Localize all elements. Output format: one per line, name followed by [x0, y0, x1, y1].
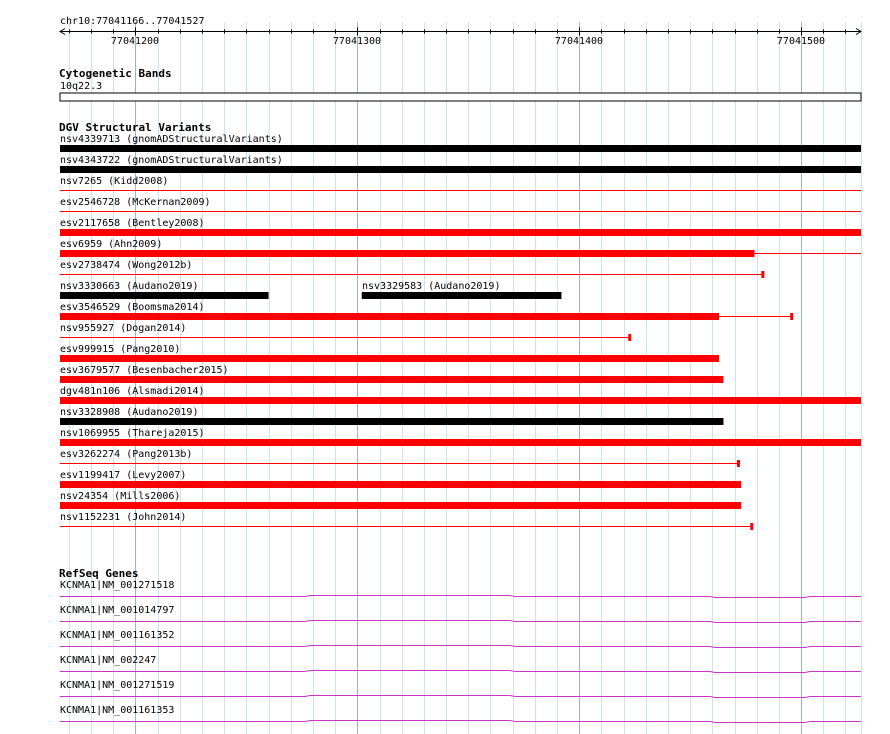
variant-label[interactable]: nsv3328908 (Audano2019) — [60, 407, 199, 418]
gene-intron-line[interactable] — [60, 696, 861, 698]
variant-bar[interactable] — [60, 250, 754, 257]
variant-label[interactable]: nsv24354 (Mills2006) — [60, 491, 181, 502]
gene-intron-line[interactable] — [60, 671, 861, 673]
gene-label[interactable]: KCNMA1|NM_001161353 — [60, 705, 175, 716]
ruler-tick-label: 77041200 — [110, 36, 160, 47]
variant-end-marker — [790, 313, 793, 320]
variant-bar[interactable] — [60, 397, 861, 404]
gene-label[interactable]: KCNMA1|NM_001271519 — [60, 680, 175, 691]
location-label: chr10:77041166..77041527 — [60, 16, 205, 27]
variant-label[interactable]: esv3679577 (Besenbacher2015) — [60, 365, 229, 376]
variant-label[interactable]: nsv4343722 (gnomADStructuralVariants) — [60, 155, 283, 166]
variant-bar[interactable] — [60, 418, 723, 425]
variant-label[interactable]: nsv1152231 (John2014) — [60, 512, 187, 523]
ruler-tick-label: 77041400 — [554, 36, 604, 47]
gene-intron-line[interactable] — [60, 721, 861, 723]
cytobands-track-title: Cytogenetic Bands — [59, 67, 172, 80]
variant-bar[interactable] — [60, 313, 719, 320]
variant-bar[interactable] — [60, 439, 861, 446]
variant-label[interactable]: esv3546529 (Boomsma2014) — [60, 302, 205, 313]
ruler-tick-label: 77041300 — [332, 36, 382, 47]
variant-label[interactable]: esv1199417 (Levy2007) — [60, 470, 187, 481]
cytoband-bar[interactable] — [60, 93, 861, 101]
gene-label[interactable]: KCNMA1|NM_001271518 — [60, 580, 175, 591]
variant-label[interactable]: esv2117658 (Bentley2008) — [60, 218, 205, 229]
variant-bar[interactable] — [60, 481, 741, 488]
cytoband-label: 10q22.3 — [60, 81, 103, 92]
gene-intron-line[interactable] — [60, 646, 861, 648]
variant-label[interactable]: nsv3330663 (Audano2019) — [60, 281, 199, 292]
gene-intron-line[interactable] — [60, 596, 861, 598]
variant-label[interactable]: esv6959 (Ahn2009) — [60, 239, 163, 250]
variant-bar[interactable] — [60, 355, 719, 362]
ruler-tick-label: 77041500 — [776, 36, 826, 47]
variant-bar[interactable] — [362, 292, 562, 299]
variant-label[interactable]: esv3262274 (Pang2013b) — [60, 449, 193, 460]
variant-label[interactable]: nsv4339713 (gnomADStructuralVariants) — [60, 134, 283, 145]
gene-label[interactable]: KCNMA1|NM_001161352 — [60, 630, 175, 641]
variant-bar[interactable] — [60, 292, 269, 299]
variant-bar[interactable] — [60, 376, 723, 383]
variant-label[interactable]: esv2738474 (Wong2012b) — [60, 260, 193, 271]
variant-label[interactable]: nsv3329583 (Audano2019) — [362, 281, 501, 292]
variant-bar[interactable] — [60, 229, 861, 236]
refseq-track-title: RefSeq Genes — [59, 567, 139, 580]
variant-end-marker — [761, 271, 764, 278]
variant-label[interactable]: dgv481n106 (Alsmadi2014) — [60, 386, 205, 397]
variant-bar[interactable] — [60, 502, 741, 509]
variant-label[interactable]: nsv7265 (Kidd2008) — [60, 176, 169, 187]
variant-label[interactable]: nsv1069955 (Thareja2015) — [60, 428, 205, 439]
gene-label[interactable]: KCNMA1|NM_002247 — [60, 655, 157, 666]
variant-bar[interactable] — [60, 166, 861, 173]
variant-end-marker — [750, 523, 753, 530]
variant-label[interactable]: esv2546728 (McKernan2009) — [60, 197, 211, 208]
variant-end-marker — [737, 460, 740, 467]
variant-label[interactable]: esv999915 (Pang2010) — [60, 344, 181, 355]
variant-bar[interactable] — [60, 145, 861, 152]
variant-label[interactable]: nsv955927 (Dogan2014) — [60, 323, 187, 334]
variant-end-marker — [628, 334, 631, 341]
gene-intron-line[interactable] — [60, 621, 861, 623]
dgv-track-title: DGV Structural Variants — [59, 121, 212, 134]
gene-label[interactable]: KCNMA1|NM_001014797 — [60, 605, 175, 616]
